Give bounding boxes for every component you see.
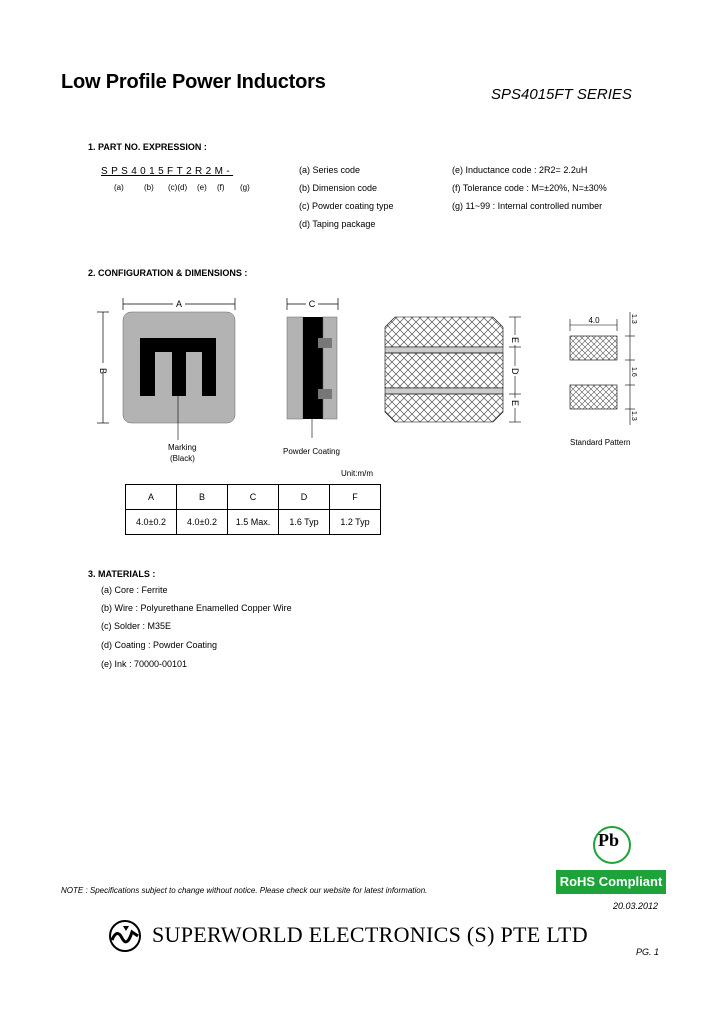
config-heading: 2. CONFIGURATION & DIMENSIONS : (88, 268, 248, 278)
part-no-heading: 1. PART NO. EXPRESSION : (88, 142, 207, 152)
page-number: PG. 1 (636, 947, 660, 957)
table-cell: 4.0±0.2 (177, 510, 228, 535)
footer-date: 20.03.2012 (613, 901, 659, 911)
dimension-table (125, 484, 381, 535)
material-item: (c) Solder : M35E (101, 621, 172, 631)
table-header: C (228, 485, 279, 510)
materials-heading: 3. MATERIALS : (88, 569, 156, 579)
unit-label: Unit:m/m (341, 469, 373, 478)
legend-left-item: (d) Taping package (299, 219, 376, 229)
legend-left-item: (b) Dimension code (299, 183, 378, 193)
company-logo-icon (107, 918, 143, 954)
footer-note: NOTE : Specifications subject to change without notice. Please check our website for latest information. (61, 886, 428, 895)
company-name: SUPERWORLD ELECTRONICS (S) PTE LTD (152, 922, 588, 947)
dim-label-d: D (510, 368, 520, 375)
pattern-dim: 1.3 (630, 314, 637, 324)
series-name: SPS4015FT SERIES (491, 86, 632, 103)
dim-label-c: C (308, 299, 316, 309)
top-view (96, 298, 235, 440)
legend-left-item: (a) Series code (299, 165, 361, 175)
material-item: (b) Wire : Polyurethane Enamelled Copper Wire (101, 603, 292, 613)
side-view (287, 298, 338, 438)
page-title: Low Profile Power Inductors (61, 71, 326, 93)
marking-label: Marking (168, 443, 197, 452)
standard-pattern (570, 312, 637, 425)
dim-label-e-2: E (510, 400, 520, 407)
legend-right-item: (e) Inductance code : 2R2= 2.2uH (452, 165, 588, 175)
table-header: A (126, 485, 177, 510)
table-row (126, 510, 381, 535)
material-item: (a) Core : Ferrite (101, 585, 168, 595)
table-cell: 1.2 Typ (330, 510, 381, 535)
table-cell: 1.5 Max. (228, 510, 279, 535)
table-header: F (330, 485, 381, 510)
part-letter: (c)(d) (168, 183, 188, 192)
rohs-badge: RoHS Compliant (556, 870, 666, 894)
legend-right-item: (f) Tolerance code : M=±20%, N=±30% (452, 183, 607, 193)
material-item: (d) Coating : Powder Coating (101, 640, 218, 650)
legend-left-item: (c) Powder coating type (299, 201, 394, 211)
part-code: SPS4015FT2R2M- (101, 166, 234, 177)
dim-label-a: A (175, 299, 183, 309)
bottom-view (385, 317, 521, 422)
pb-label: Pb (598, 830, 620, 850)
material-item: (e) Ink : 70000-00101 (101, 659, 188, 669)
part-letter: (a) (114, 183, 124, 192)
dim-label-e: E (510, 337, 520, 344)
table-cell: 1.6 Typ (279, 510, 330, 535)
table-cell: 4.0±0.2 (126, 510, 177, 535)
marking-sub: (Black) (170, 454, 195, 463)
part-letter: (f) (217, 183, 225, 192)
dim-label-b: B (98, 368, 108, 375)
part-letter: (b) (144, 183, 154, 192)
pattern-label: Standard Pattern (570, 438, 631, 447)
table-row (126, 485, 381, 510)
pattern-dim: 1.6 (630, 367, 637, 377)
part-letter: (g) (240, 183, 250, 192)
pattern-dim: 1.3 (630, 411, 637, 421)
table-header: B (177, 485, 228, 510)
part-letter: (e) (197, 183, 207, 192)
coating-label: Powder Coating (283, 447, 340, 456)
legend-right-item: (g) 11~99 : Internal controlled number (452, 201, 603, 211)
table-header: D (279, 485, 330, 510)
pattern-dim: 4.0 (588, 316, 600, 325)
